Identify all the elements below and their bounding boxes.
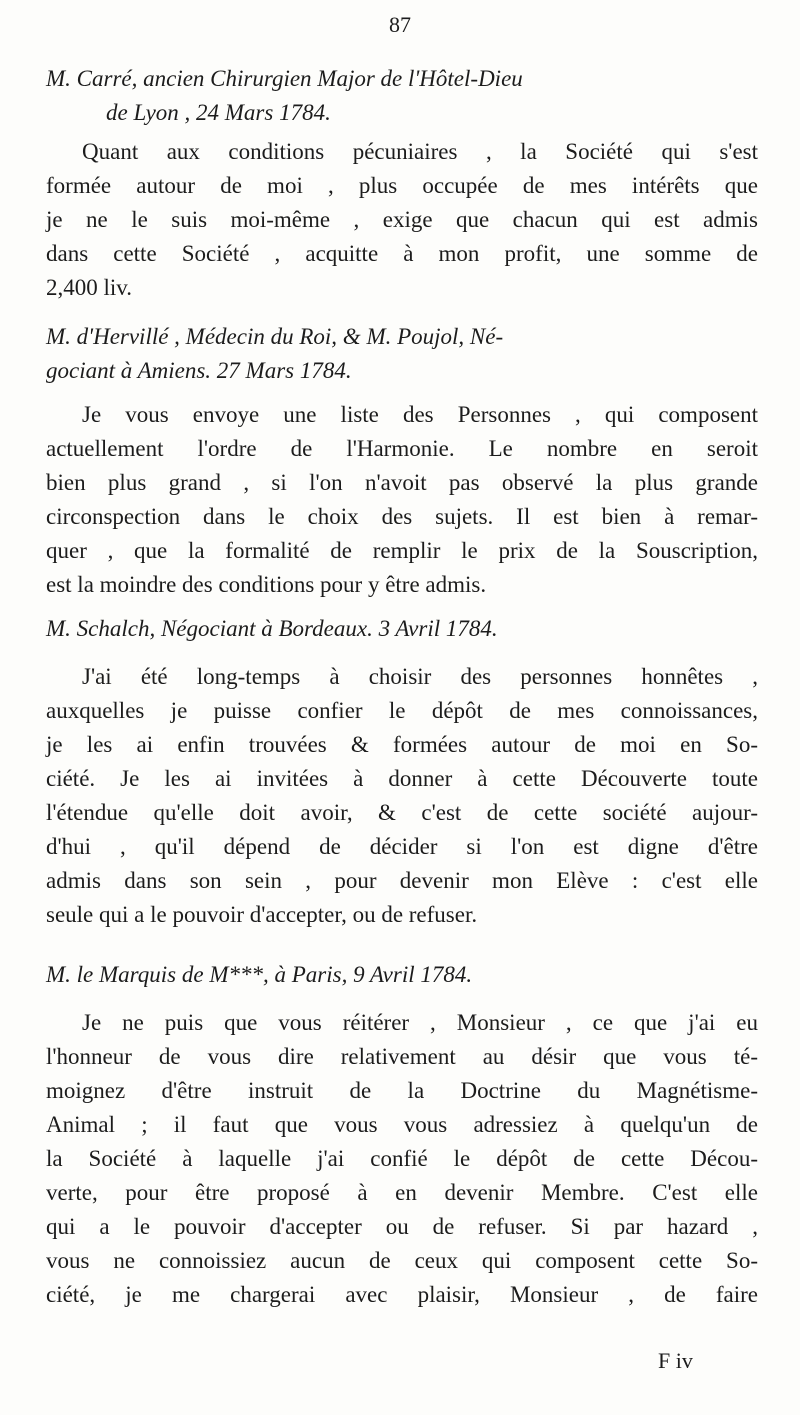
letter-body-schalch [46, 660, 758, 932]
heading-line: M. le Marquis de M***, à Paris, 9 Avril 1784. [46, 962, 473, 987]
text-line: est la moindre des conditions pour y être admis. [46, 572, 487, 597]
text-line: moignez d'être instruit de la Doctrine du Magnétisme- [46, 1078, 758, 1103]
signature-mark: F iv [658, 1348, 693, 1373]
text-line: l'étendue qu'elle doit avoir, & c'est de cette société aujour- [46, 800, 758, 825]
text-line: ciété. Je les ai invitées à donner à cette Découverte toute [46, 766, 758, 791]
text-line: formée autour de moi , plus occupée de mes intérêts que [46, 173, 758, 198]
text-line: dans cette Société , acquitte à mon profit, une somme de [46, 241, 758, 266]
heading-line: de Lyon , 24 Mars 1784. [106, 100, 331, 125]
letter-heading-schalch [46, 612, 754, 646]
text-line: ciété, je me chargerai avec plaisir, Monsieur , de faire [46, 1282, 758, 1307]
text-line: je les ai enfin trouvées & formées autour de moi en So- [46, 732, 758, 757]
text-line: d'hui , qu'il dépend de décider si l'on est digne d'être [46, 834, 758, 859]
text-line: 2,400 liv. [46, 275, 133, 300]
letter-body-hervilly-poujol [46, 398, 758, 602]
text-line: Je vous envoye une liste des Personnes , qui composent [82, 402, 758, 427]
text-line: circonspection dans le choix des sujets. Il est bien à remar- [46, 504, 758, 529]
text-line: je ne le suis moi-même , exige que chacun qui est admis [46, 207, 758, 232]
text-line: J'ai été long-temps à choisir des personnes honnêtes , [82, 664, 758, 689]
text-line: la Société à laquelle j'ai confié le dépôt de cette Décou- [46, 1146, 758, 1171]
heading-line: gociant à Amiens. 27 Mars 1784. [46, 358, 352, 383]
heading-line: M. Schalch, Négociant à Bordeaux. 3 Avril 1784. [46, 616, 498, 641]
letter-heading-hervilly-poujol [46, 320, 754, 388]
text-line: seule qui a le pouvoir d'accepter, ou de refuser. [46, 902, 478, 927]
text-line: auxquelles je puisse confier le dépôt de mes connoissances, [46, 698, 758, 723]
letter-body-marquis [46, 1006, 758, 1312]
letter-body-carre [46, 135, 758, 305]
text-line: Animal ; il faut que vous vous adressiez à quelqu'un de [46, 1112, 758, 1137]
text-line: l'honneur de vous dire relativement au désir que vous té- [46, 1044, 758, 1069]
text-line: quer , que la formalité de remplir le prix de la Souscription, [46, 538, 758, 563]
text-line: actuellement l'ordre de l'Harmonie. Le nombre en seroit [46, 436, 758, 461]
text-line: Je ne puis que vous réitérer , Monsieur , ce que j'ai eu [82, 1010, 758, 1035]
text-line: vous ne connoissiez aucun de ceux qui composent cette So- [46, 1248, 758, 1273]
text-line: qui a le pouvoir d'accepter ou de refuser. Si par hazard , [46, 1214, 758, 1239]
page-number: 87 [389, 12, 411, 37]
heading-line: M. d'Hervillé , Médecin du Roi, & M. Poujol, Né- [46, 324, 504, 349]
letter-heading-carre [46, 62, 754, 130]
text-line: admis dans son sein , pour devenir mon Elève : c'est elle [46, 868, 758, 893]
heading-line: M. Carré, ancien Chirurgien Major de l'Hôtel-Dieu [46, 66, 523, 91]
text-line: Quant aux conditions pécuniaires , la Société qui s'est [82, 139, 758, 164]
text-line: bien plus grand , si l'on n'avoit pas observé la plus grande [46, 470, 758, 495]
letter-heading-marquis [46, 958, 754, 992]
text-line: verte, pour être proposé à en devenir Membre. C'est elle [46, 1180, 758, 1205]
